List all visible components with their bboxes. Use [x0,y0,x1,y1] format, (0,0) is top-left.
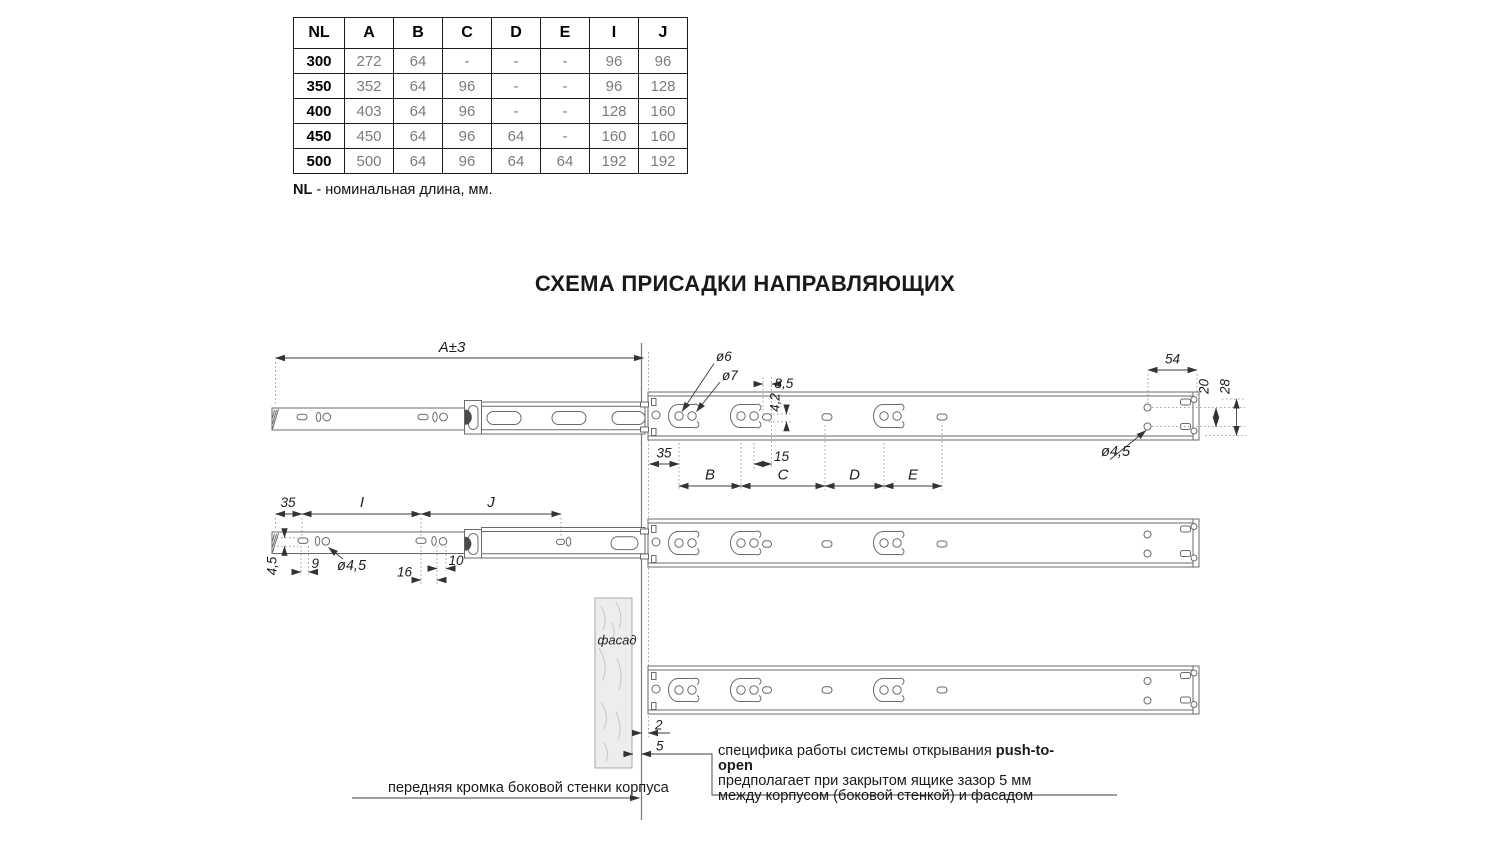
dim-label: I [359,494,365,511]
table-cell: - [541,74,590,99]
table-cell: 96 [443,124,492,149]
col-header: D [492,18,541,49]
dim-label: 15 [774,449,790,464]
table-cell: 272 [345,49,394,74]
table-cell: 64 [492,149,541,174]
page-title: СХЕМА ПРИСАДКИ НАПРАВЛЯЮЩИХ [534,271,956,296]
dim-label: E [907,466,919,484]
table-cell: 403 [345,99,394,124]
dim-label: 16 [397,564,413,580]
table-cell: 192 [590,149,639,174]
note-push-to-open [718,744,1088,804]
table-cell: 160 [590,124,639,149]
col-header: E [541,18,590,49]
table-cell: - [492,74,541,99]
dim-label: 28 [1217,378,1233,395]
table-cell: - [492,99,541,124]
dim-label: 2 [655,717,663,733]
table-cell: 160 [639,124,688,149]
table-cell: 64 [492,124,541,149]
table-cell: 128 [590,99,639,124]
table-cell: 96 [590,49,639,74]
table-cell: 450 [345,124,394,149]
dim-label: 35 [656,445,672,461]
table-cell: 96 [590,74,639,99]
dim-label: 4,2 [767,393,783,412]
table-cell: 96 [443,149,492,174]
dim-label: D [849,466,860,484]
col-header: J [639,18,688,49]
col-header: C [443,18,492,49]
dim-i [302,494,421,536]
col-header: A [345,18,394,49]
facade-panel [595,598,637,768]
dim-2 [632,718,670,734]
table-cell: 64 [541,149,590,174]
dim-label: 5 [656,738,664,754]
table-cell: - [541,99,590,124]
dim-label: 8,5 [774,376,794,391]
note-line1-bold: push-to-open [718,743,1055,774]
cabinet-rail-middle [641,519,1200,567]
dim-label: B [704,466,716,484]
table-cell: 64 [394,124,443,149]
table-cell: 350 [294,74,345,99]
table-cell: 128 [639,74,688,99]
cabinet-rail-top [641,392,1200,440]
table-cell: 64 [394,149,443,174]
dim-label: 35 [280,495,296,510]
dim-label: ø7 [722,368,738,383]
dim-label: 9 [311,556,320,571]
table-cell: 96 [639,49,688,74]
table-cell: 192 [639,149,688,174]
table-cell: 352 [345,74,394,99]
note-line1: специфика работы системы открывания [718,743,996,759]
table-cell: 160 [639,99,688,124]
dim-label: C [777,466,789,484]
dim-label: J [487,494,495,511]
facade-label: фасад [597,632,637,648]
dim-label: ø4,5 [337,558,367,574]
table-cell: 450 [294,124,345,149]
front-edge-label: передняя кромка боковой стенки корпуса [388,780,669,796]
dim-a-plus-3 [276,339,644,405]
table-cell: 64 [394,99,443,124]
dim-label: 54 [1164,351,1181,367]
dim-label: 10 [448,553,464,568]
table-cell: - [492,49,541,74]
dim-35-mid [276,495,303,536]
dim-label: ø6 [716,349,732,364]
dim-label: 20 [1196,378,1212,395]
table-cell: 96 [443,99,492,124]
note-line3: между корпусом (боковой стенкой) и фасадом [718,787,1034,804]
dim-label: 4,5 [264,556,280,576]
col-header: NL [294,18,345,49]
table-cell: 300 [294,49,345,74]
cabinet-rail-bottom [648,666,1199,714]
drawer-rail-top [272,401,645,435]
table-cell: - [541,124,590,149]
col-header: I [590,18,639,49]
note-line2: предполагает при закрытом ящике зазор 5 мм [718,772,1032,789]
table-cell: 96 [443,74,492,99]
dim-label: ø4,5 [1101,444,1131,460]
caption-term: NL [293,182,313,198]
caption-text: - номинальная длина, мм. [312,182,493,198]
dim-35-top [650,446,680,465]
table-cell: 400 [294,99,345,124]
table-cell: 64 [394,49,443,74]
table-cell: - [443,49,492,74]
table-cell: 64 [394,74,443,99]
col-header: B [394,18,443,49]
dim-label: A±3 [438,339,466,356]
table-cell: 500 [294,149,345,174]
table-cell: 500 [345,149,394,174]
table-cell: - [541,49,590,74]
